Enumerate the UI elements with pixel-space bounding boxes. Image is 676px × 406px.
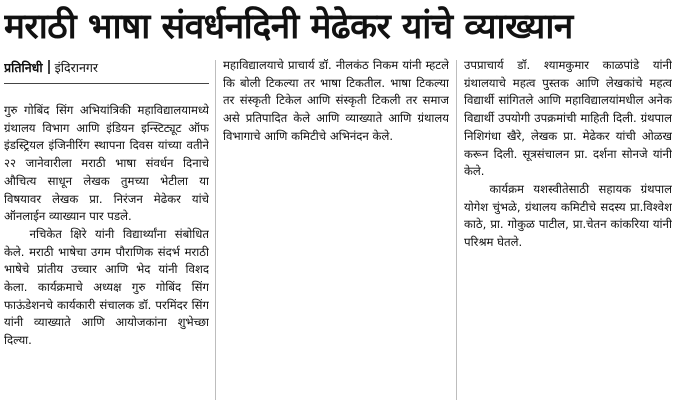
byline <box>4 56 209 80</box>
paragraph-4: उपप्राचार्य डॉ. श्यामकुमार काळपांडे यांनी ग्रंथालयाचे महत्व पुस्तक आणि लेखकांचे महत्व विद्यार्थी सांगितले आणि महाविद्यालयांमधील अनेक विद्यार्थी उपयोगी उपक्रमांची माहिती दिली. ग्रंथपाल निशिगंधा खैरे, लेखक प्रा. मेढेकर यांची ओळख करून दिली. सूत्रसंचालन प्रा. दर्शना सोनजे यांनी केले. <box>464 58 672 179</box>
paragraph-1: गुरु गोबिंद सिंग अभियांत्रिकी महाविद्यालयामध्ये ग्रंथालय विभाग आणि इंडियन इन्स्टिट्यूट ऑफ इंडस्ट्रियल इंजिनीरिंग स्थापना दिवस यांच्या वतीने २२ जानेवारीला मराठी भाषा संवर्धन दिनाचे औचित्य साधून लेखक तुमच्या भेटीला या विषयावर लेखक प्रा. निरंजन मेढेकर यांचे ऑनलाईन व्याख्यान पार पडले. <box>4 103 209 224</box>
article-column-3 <box>464 57 672 405</box>
article-column-2 <box>223 57 449 405</box>
article-body-flow <box>223 57 449 146</box>
paragraph-3: महाविद्यालयाचे प्राचार्य डॉ. नीलकंठ निकम यांनी म्हटले कि बोली टिकल्या तर भाषा टिकतील. भाषा टिकल्या तर संस्कृती टिकेल आणि संस्कृती टिकली तर समाज असे प्रतिपादित केले आणि व्याख्याते आणि ग्रंथालय विभागाचे आणि कमिटीचे अभिनंदन केले. <box>223 58 449 143</box>
article-body-flow <box>4 102 209 350</box>
paragraph-2: नचिकेत क्षिरे यांनी विद्यार्थ्यांना संबोधित केले. मराठी भाषेचा उगम पौराणिक संदर्भ मराठी भाषेचे प्रांतीय उच्चार आणि भेद यांनी विशद केला. कार्यक्रमाचे अध्यक्ष गुरु गोबिंद सिंग फाऊंडेशनचे कार्यकारी संचालक डॉ. परमिंदर सिंग यांनी व्याख्याते आणि आयोजकांना शुभेच्छा दिल्या. <box>4 226 209 348</box>
paragraph-5: कार्यक्रम यशस्वीतेसाठी सहायक ग्रंथपाल योगेश चुंभळे, ग्रंथालय कमिटीचे सदस्य प्रा.विश्वेश काठे, प्रा. गोकुळ पाटील, प्रा.चेतन कांकरिया यांनी परिश्रम घेतले. <box>464 181 672 250</box>
dateline-place: इंदिरानगर <box>54 60 99 75</box>
headline: मराठी भाषा संवर्धनदिनी मेढेकर यांचे व्याख्यान <box>4 7 573 47</box>
column-divider <box>456 60 457 400</box>
article-body-flow <box>464 57 672 252</box>
byline-separator <box>48 60 50 74</box>
reporter-label: प्रतिनिधी <box>4 60 43 75</box>
article-column-1 <box>4 56 209 404</box>
column-divider <box>215 60 216 400</box>
